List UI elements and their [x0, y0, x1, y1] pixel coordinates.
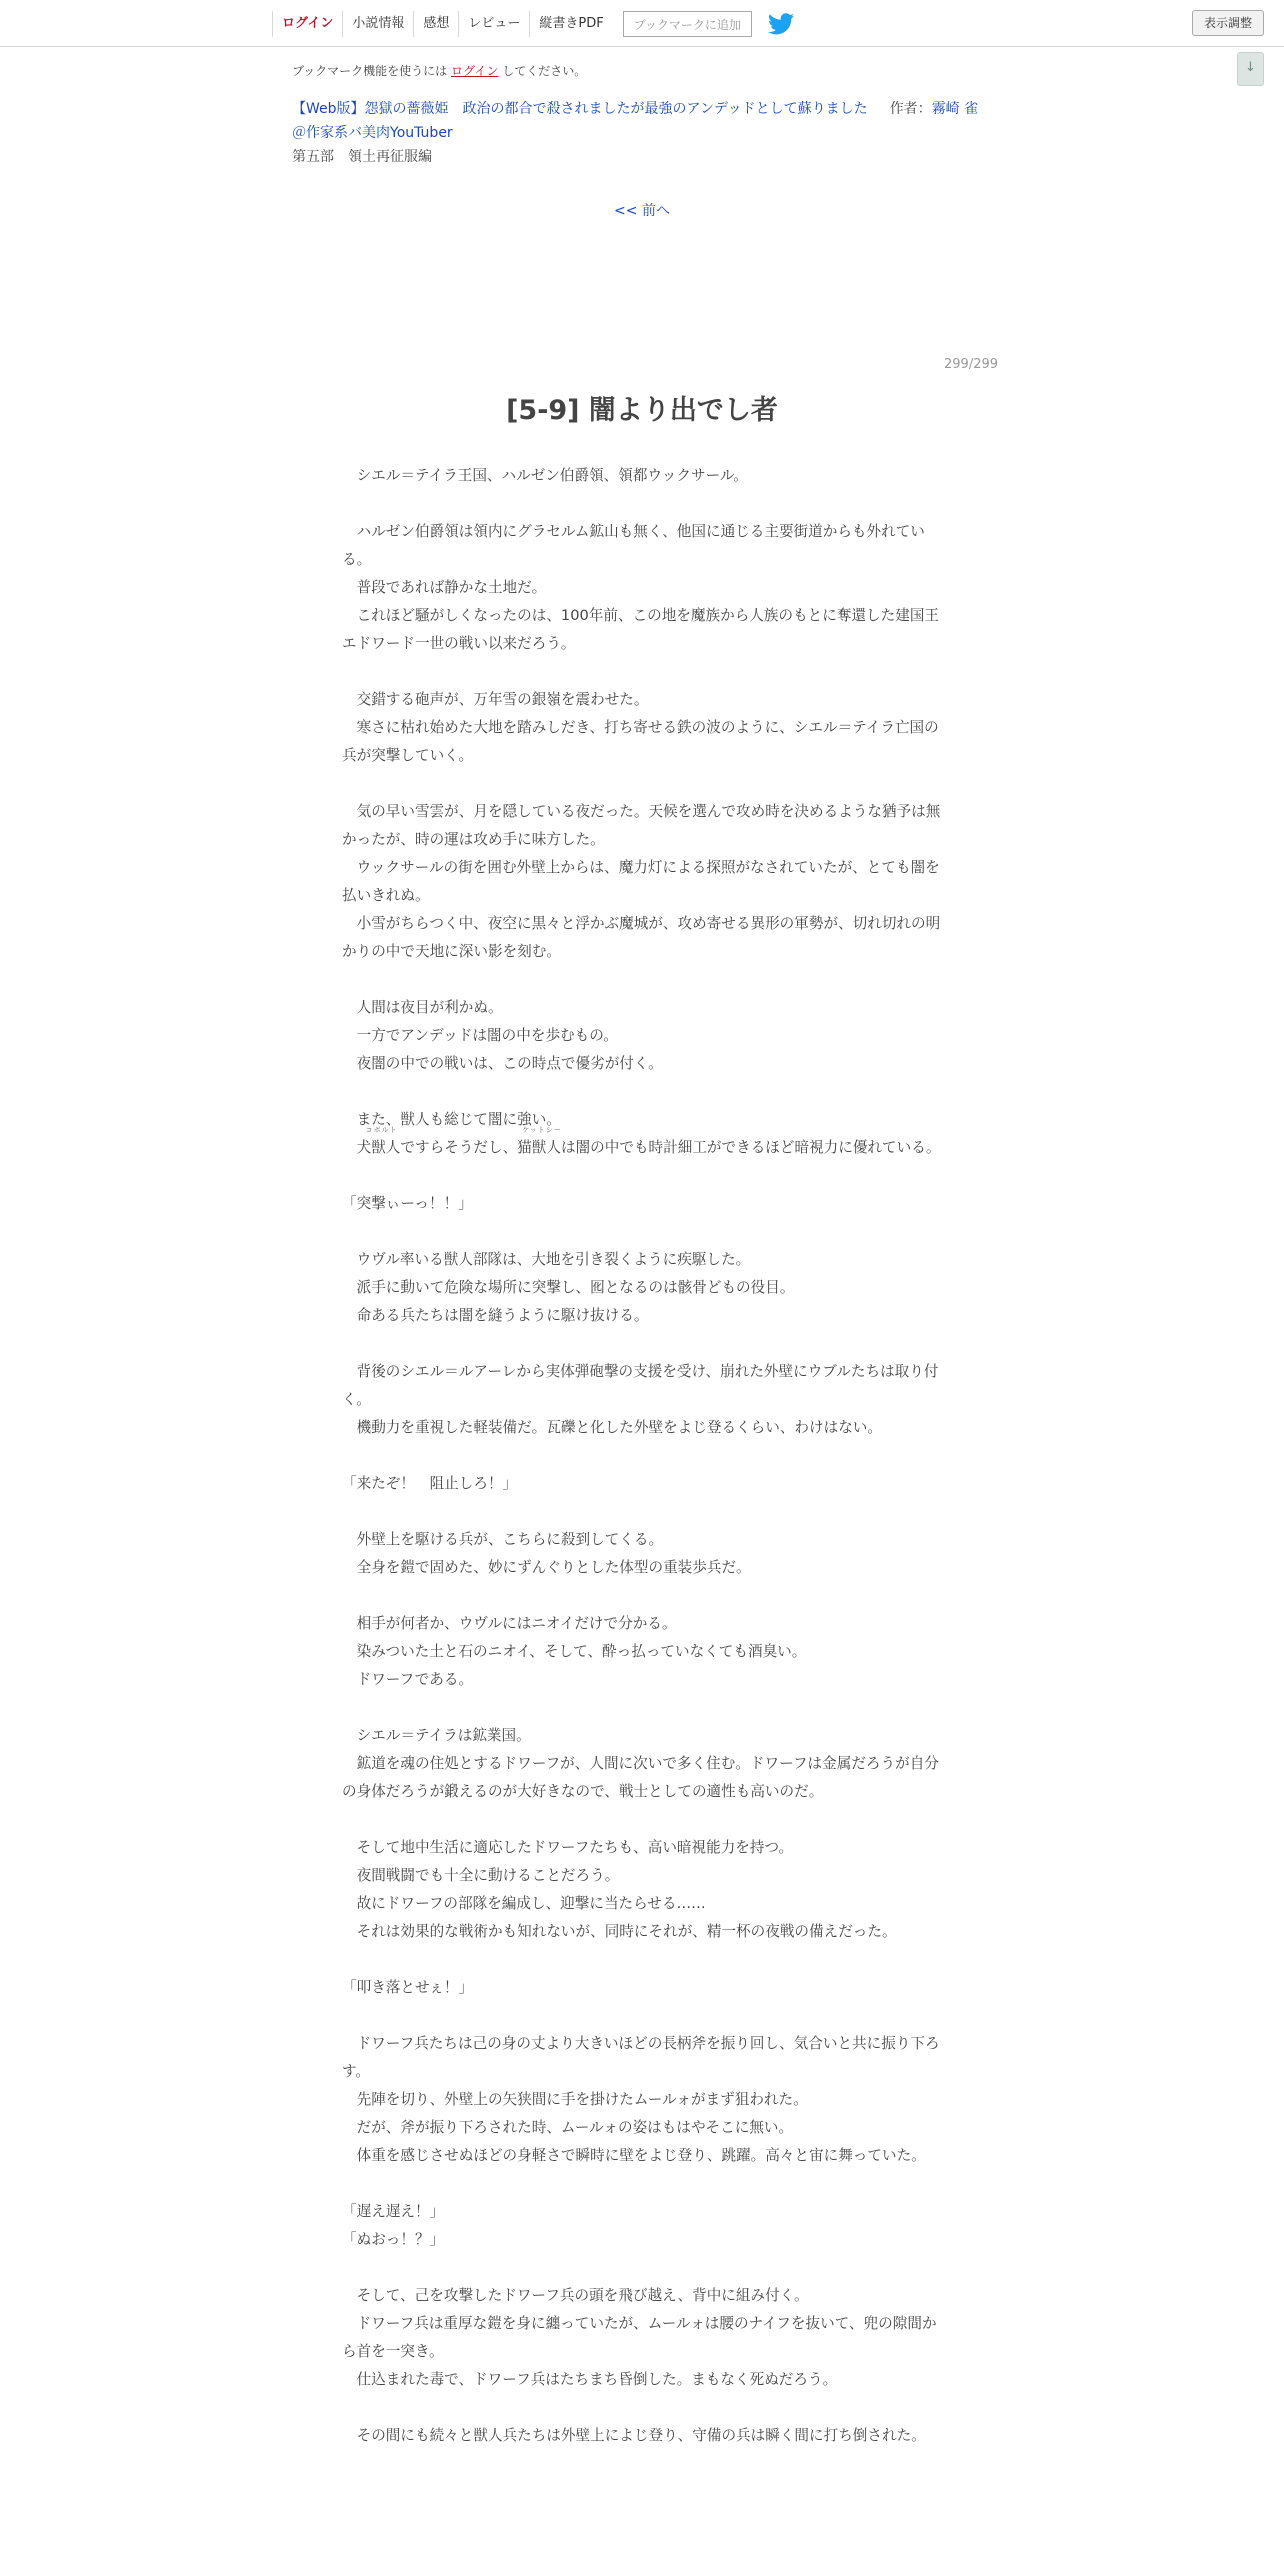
body-paragraph: ウックサールの街を囲む外壁上からは、魔力灯による探照がなされていたが、とても闇を払いきれぬ。 [342, 859, 940, 904]
body-paragraph: ドワーフ兵たちは己の身の丈より大きいほどの長柄斧を振り回し、気合いと共に振り下ろす。 [342, 2035, 940, 2080]
ruby-word-cait-sith [517, 1126, 562, 1156]
body-paragraph [342, 1694, 942, 1722]
body-paragraph [342, 1218, 942, 1246]
body-paragraph: 相手が何者か、ウヴルにはニオイだけで分かる。 [342, 1615, 677, 1632]
bookmark-note-text: ブックマーク機能を使うには [292, 64, 448, 78]
nav-novel-info-link[interactable]: 小説情報 [342, 11, 413, 37]
body-paragraph: その間にも続々と獣人兵たちは外壁上によじ登り、守備の兵は瞬く間に打ち倒された。 [342, 2427, 926, 2444]
prev-page-nav [0, 200, 1284, 220]
body-paragraph: 小雪がちらつく中、夜空に黒々と浮かぶ魔城が、攻め寄せる異形の軍勢が、切れ切れの明かりの中で天地に深い影を刻む。 [342, 915, 941, 960]
nav-vertical-pdf-link[interactable]: 縦書きPDF [529, 11, 612, 37]
ruby-base: 犬獣人 [356, 1139, 401, 1156]
ruby-annotation: ケットシー [522, 1126, 562, 1134]
nav-login-link[interactable]: ログイン [272, 11, 342, 37]
body-paragraph [342, 658, 942, 686]
body-paragraph [342, 1330, 942, 1358]
body-paragraph: 鉱道を魂の住処とするドワーフが、人間に次いで多く住む。ドワーフは金属だろうが自分の身体だろうが鍛えるのが大好きなので、戦士としての適性も高いのだ。 [342, 1755, 939, 1800]
ruby-base: 猫獣人 [517, 1139, 561, 1156]
author-label: 作者： [889, 101, 932, 117]
body-paragraph [342, 966, 942, 994]
body-paragraph: 先陣を切り、外壁上の矢狭間に手を掛けたムールォがまず狙われた。 [342, 2091, 808, 2108]
body-paragraph: 夜闇の中での戦いは、この時点で優劣が付く。 [342, 1055, 663, 1072]
body-paragraph: 「ぬおっ！？」 [342, 2231, 445, 2248]
bookmark-login-link[interactable]: ログイン [451, 64, 499, 78]
body-paragraph: そして、己を攻撃したドワーフ兵の頭を飛び越え、背中に組み付く。 [342, 2287, 809, 2304]
body-paragraph: 「遅え遅え！」 [342, 2203, 445, 2220]
body-paragraph [342, 2002, 942, 2030]
body-text-fragment: は闇の中でも時計細工ができるほど暗視力に優れている。 [560, 1139, 941, 1156]
body-paragraph: 仕込まれた毒で、ドワーフ兵はたちまち昏倒した。まもなく死ぬだろう。 [342, 2371, 838, 2388]
body-paragraph [342, 2254, 942, 2282]
display-settings-button[interactable]: 表示調整 [1192, 10, 1264, 36]
body-paragraph: 一方でアンデッドは闇の中を歩むもの。 [342, 1027, 618, 1044]
nav-review-link[interactable]: レビュー [458, 11, 529, 37]
ruby-word-kobold [356, 1126, 401, 1156]
body-paragraph [342, 2394, 942, 2422]
body-paragraph: ドワーフである。 [342, 1671, 474, 1688]
body-paragraph: だが、斧が振り下ろされた時、ムールォの姿はもはやそこに無い。 [342, 2119, 794, 2136]
body-paragraph: それは効果的な戦術かも知れないが、同時にそれが、精一杯の夜戦の備えだった。 [342, 1923, 897, 1940]
chapter-title: 第五部 領土再征服編 [292, 149, 432, 165]
body-paragraph [342, 1078, 942, 1106]
body-paragraph: 染みついた土と石のニオイ、そして、酔っ払っていなくても酒臭い。 [342, 1643, 807, 1660]
body-paragraph: ドワーフ兵は重厚な鎧を身に纏っていたが、ムールォは腰のナイフを抜いて、兜の隙間から首を一突き。 [342, 2315, 937, 2360]
body-paragraph: ハルゼン伯爵領は領内にグラセルム鉱山も無く、他国に通じる主要街道からも外れている。 [342, 523, 925, 568]
body-paragraph: 命ある兵たちは闇を縫うように駆け抜ける。 [342, 1307, 649, 1324]
bookmark-login-note [292, 62, 586, 79]
body-paragraph: ウヴル率いる獣人部隊は、大地を引き裂くように疾駆した。 [342, 1251, 751, 1268]
body-paragraph: 「突撃ぃーっ！！」 [342, 1195, 473, 1212]
body-paragraph-ruby [342, 1126, 942, 1162]
body-paragraph [342, 1442, 942, 1470]
body-paragraph: 交錯する砲声が、万年雪の銀嶺を震わせた。 [342, 691, 649, 708]
body-text-fragment: ですらそうだし、 [400, 1139, 518, 1156]
body-paragraph: また、獣人も総じて闇に強い。 [342, 1111, 561, 1128]
body-paragraph [342, 1162, 942, 1190]
body-paragraph: シエル＝テイラ王国、ハルゼン伯爵領、領都ウックサール。 [342, 467, 748, 484]
body-paragraph: 体重を感じさせぬほどの身軽さで瞬時に壁をよじ登り、跳躍。高々と宙に舞っていた。 [342, 2147, 926, 2164]
author-link[interactable]: 霧崎 雀 [931, 101, 979, 117]
main-nav [272, 10, 794, 38]
body-paragraph: 「叩き落とせぇ！」 [342, 1979, 474, 1996]
body-paragraph: 外壁上を駆ける兵が、こちらに殺到してくる。 [342, 1531, 664, 1548]
body-paragraph [342, 1946, 942, 1974]
twitter-icon[interactable] [768, 13, 794, 35]
nav-impressions-link[interactable]: 感想 [413, 11, 458, 37]
ruby-lead-space [342, 1139, 357, 1156]
body-paragraph: 全身を鎧で固めた、妙にずんぐりとした体型の重装歩兵だ。 [342, 1559, 751, 1576]
prev-page-link[interactable]: << 前へ [614, 203, 670, 219]
body-paragraph: シエル＝テイラは鉱業国。 [342, 1727, 531, 1744]
body-paragraph [342, 1582, 942, 1610]
page-number: 299/299 [944, 357, 999, 372]
body-paragraph: そして地中生活に適応したドワーフたちも、高い暗視能力を持つ。 [342, 1839, 794, 1856]
body-paragraph: 人間は夜目が利かぬ。 [342, 999, 503, 1016]
body-paragraph: 寒さに枯れ始めた大地を踏みしだき、打ち寄せる鉄の波のように、シエル＝テイラ亡国の兵が突撃していく。 [342, 719, 939, 764]
author-link-subtitle[interactable]: ＠作家系バ美肉YouTuber [292, 125, 453, 141]
novel-title-line [292, 97, 978, 121]
body-paragraph: 故にドワーフの部隊を編成し、迎撃に当たらせる…… [342, 1895, 706, 1912]
top-navigation-bar [0, 0, 1284, 47]
add-bookmark-button[interactable]: ブックマークに追加 [623, 11, 752, 37]
body-paragraph: 夜間戦闘でも十全に動けることだろう。 [342, 1867, 620, 1884]
body-paragraph [342, 1806, 942, 1834]
ruby-annotation: コボルト [365, 1126, 398, 1134]
body-paragraph [342, 2170, 942, 2198]
body-paragraph: 気の早い雪雲が、月を隠している夜だった。天候を選んで攻め時を決めるような猶予は無かったが、時の運は攻め手に味方した。 [342, 803, 941, 848]
novel-title-link[interactable]: 【Web版】怨獄の薔薇姫 政治の都合で殺されましたが最強のアンデッドとして蘇りました [292, 101, 868, 117]
body-paragraph: 背後のシエル＝ルアーレから実体弾砲撃の支援を受け、崩れた外壁にウブルたちは取り付く。 [342, 1363, 939, 1408]
novel-body [342, 462, 942, 2450]
body-paragraph: 普段であれば静かな土地だ。 [342, 579, 547, 596]
bookmark-note-text-end: してください。 [502, 64, 587, 78]
body-paragraph [342, 770, 942, 798]
body-paragraph: 派手に動いて危険な場所に突撃し、囮となるのは骸骨どもの役目。 [342, 1279, 795, 1296]
body-paragraph [342, 1498, 942, 1526]
body-paragraph: 「来たぞ！ 阻止しろ！」 [342, 1475, 518, 1492]
body-paragraph [342, 490, 942, 518]
body-paragraph: これほど騒がしくなったのは、100年前、この地を魔族から人族のもとに奪還した建国王エドワード一世の戦い以来だろう。 [342, 607, 940, 652]
episode-title: [5-9] 闇より出でし者 [506, 395, 778, 426]
body-paragraph: 機動力を重視した軽装備だ。瓦礫と化した外壁をよじ登るくらい、わけはない。 [342, 1419, 882, 1436]
scroll-down-button[interactable]: ↓ [1237, 52, 1264, 86]
